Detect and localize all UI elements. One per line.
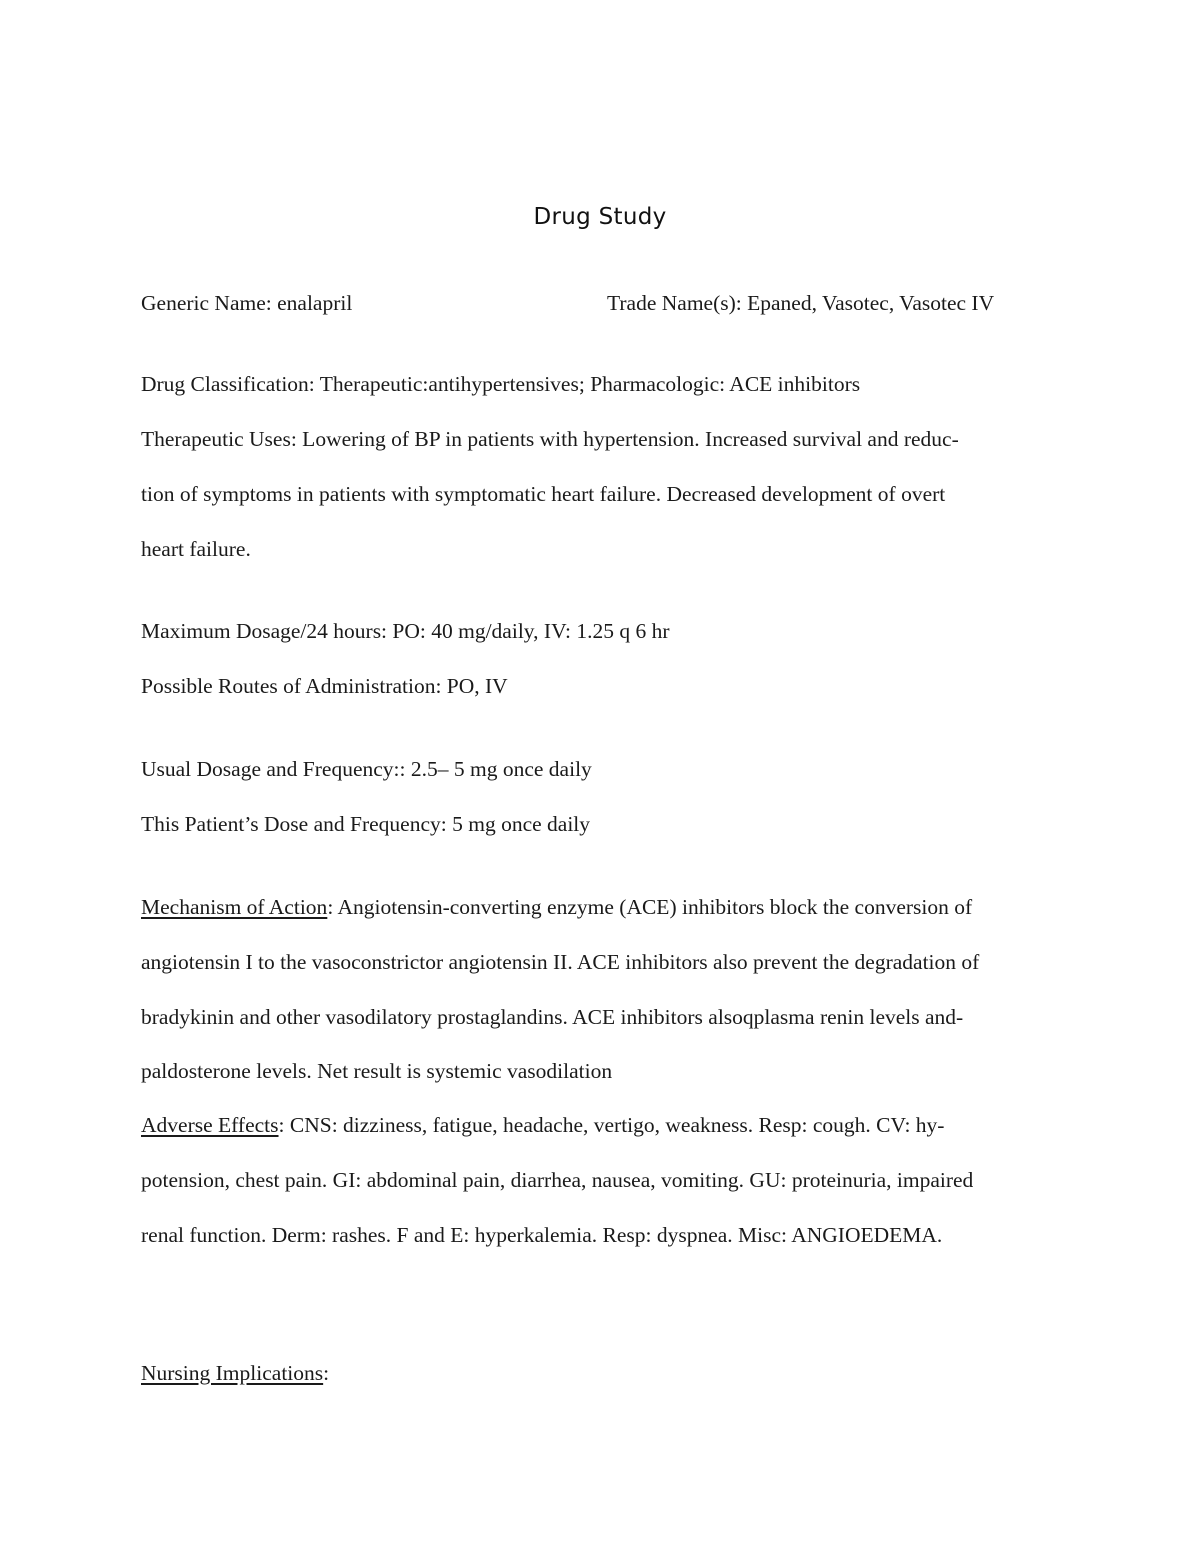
mechanism-heading: Mechanism of Action — [141, 895, 328, 919]
adverse-line-1 — [141, 1111, 944, 1139]
generic-name-label: Generic Name: — [141, 291, 272, 315]
mechanism-text-start: : Angiotensin-converting enzyme (ACE) inhibitors block the conversion of — [327, 895, 973, 919]
nursing-implications-line — [141, 1359, 329, 1387]
therapeutic-uses-line-1: Therapeutic Uses: Lowering of BP in patients with hypertension. Increased survival and reduc- — [141, 427, 959, 451]
adverse-line-3: renal function. Derm: rashes. F and E: hyperkalemia. Resp: dyspnea. Misc: ANGIOEDEMA. — [141, 1223, 943, 1247]
mechanism-line-2: angiotensin I to the vasoconstrictor angiotensin II. ACE inhibitors also prevent the degradation of — [141, 950, 980, 974]
drug-classification: Drug Classification: Therapeutic:antihypertensives; Pharmacologic: ACE inhibitors — [141, 372, 861, 396]
therapeutic-uses-line-2: tion of symptoms in patients with symptomatic heart failure. Decreased development of overt — [141, 482, 946, 506]
patient-dose: This Patient’s Dose and Frequency: 5 mg once daily — [141, 812, 591, 836]
mechanism-line-1 — [141, 893, 972, 921]
document-title: Drug Study — [533, 204, 667, 230]
generic-name-value: enalapril — [277, 291, 353, 315]
trade-name-value: Epaned, Vasotec, Vasotec IV — [747, 291, 995, 315]
mechanism-line-4: paldosterone levels. Net result is systemic vasodilation — [141, 1059, 613, 1083]
generic-name-line — [141, 289, 352, 317]
nursing-colon: : — [323, 1361, 330, 1385]
trade-name-line — [607, 289, 994, 317]
usual-dosage: Usual Dosage and Frequency:: 2.5– 5 mg once daily — [141, 757, 592, 781]
adverse-line-2: potension, chest pain. GI: abdominal pain, diarrhea, nausea, vomiting. GU: proteinuria, impaired — [141, 1168, 974, 1192]
adverse-effects-heading: Adverse Effects — [141, 1113, 279, 1137]
nursing-implications-heading: Nursing Implications — [141, 1361, 324, 1385]
routes-of-administration: Possible Routes of Administration: PO, IV — [141, 674, 508, 698]
trade-name-label: Trade Name(s): — [607, 291, 742, 315]
therapeutic-uses-line-3: heart failure. — [141, 537, 251, 561]
mechanism-line-3: bradykinin and other vasodilatory prostaglandins. ACE inhibitors alsoqplasma renin levels and- — [141, 1005, 964, 1029]
maximum-dosage: Maximum Dosage/24 hours: PO: 40 mg/daily, IV: 1.25 q 6 hr — [141, 619, 670, 643]
adverse-text-start: : CNS: dizziness, fatigue, headache, vertigo, weakness. Resp: cough. CV: hy- — [278, 1113, 945, 1137]
